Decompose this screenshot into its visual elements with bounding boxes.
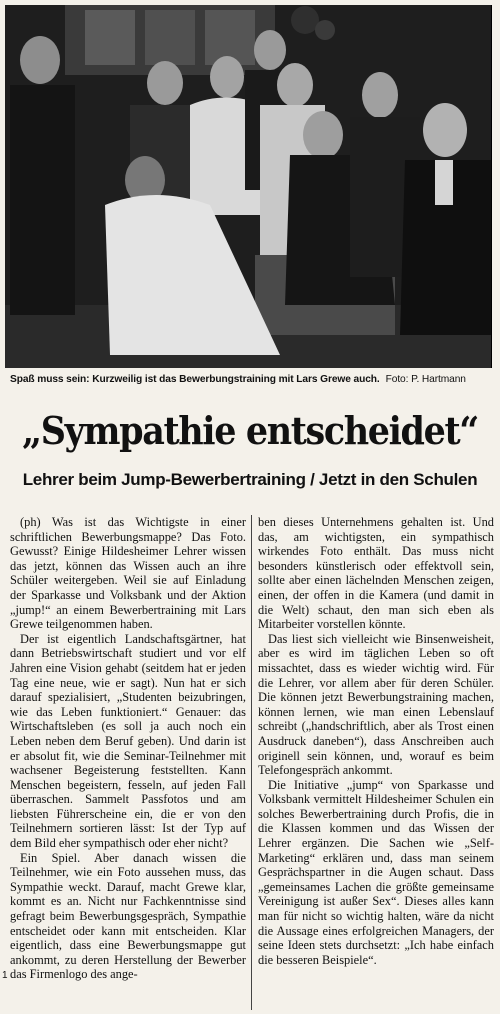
- paragraph: (ph) Was ist das Wichtigste in einer schriftlichen Bewerbungsmappe? Das Foto. Gewusst? Einige Hildesheimer Lehrer wissen das jetzt, können das Wissen auch an ihre Schüler weitergeben. Weil sie auf Einladung der Sparkasse und Volksbank und der Aktion „jump!“ an einem Bewerbertraining mit Lars Grewe teilgenommen haben.: [10, 515, 246, 632]
- photo-image: [5, 5, 491, 368]
- paragraph: ben dieses Unternehmens gehalten ist. Und das, am wichtigsten, ein sympathisch wirkendes Foto enthält. Das muss nicht besonders künstlerisch oder effektvoll sein, sollte aber einen lächelnden Menschen zeigen, einen, der offen in die Kamera (und damit in die Welt) schaut, den man sich eben als Mitarbeiter vorstellen könnte.: [258, 515, 494, 632]
- article-subheadline: Lehrer beim Jump-Bewerbertraining / Jetzt in den Schulen: [22, 470, 478, 489]
- photo-caption: [10, 374, 490, 385]
- article-headline: „Sympathie entscheidet“: [22, 408, 478, 453]
- article-column-left: [10, 515, 246, 982]
- column-divider: [251, 515, 252, 1010]
- article-photo: [5, 5, 492, 368]
- photo-credit: Foto: P. Hartmann: [385, 374, 466, 385]
- paragraph: Ein Spiel. Aber danach wissen die Teilnehmer, wie ein Foto aussehen muss, das Sympathie weckt. Darauf, macht Grewe klar, kommt es an. Nicht nur Fachkenntnisse sind gefragt beim Bewerbungsgespräch, Sympathie entscheidet oder kann mit entscheiden. Klar eigentlich, dass eine Bewerbungsmappe gut ankommt, zu deren Herstellung der Bewerber das Firmenlogo des ange-: [10, 850, 246, 982]
- paragraph: Der ist eigentlich Landschaftsgärtner, hat dann Betriebswirtschaft studiert und vor elf Jahren eine Vision gehabt (seitdem hat er jeden Tag eine neue, wie er sagt). Nun hat er sich darauf spezialisiert, „Studenten beizubringen, wie das Leben funktioniert.“ Genauer: das Wirtschaftsleben (es soll ja auch noch ein Leben neben dem Beruf geben). Und darin ist er absolut fit, wie die Seminar-Teilnehmer mit wachsener Begeisterung feststellten. Kann Menschen begeistern, fesseln, auf jeden Fall überraschen. Sammelt Passfotos und am liebsten Führerscheine ein, die er von den Teilnehmern sortieren lässt: Ist der Typ auf dem Bild eher sympathisch oder eher nicht?: [10, 631, 246, 851]
- caption-text: Spaß muss sein: Kurzweilig ist das Bewerbungstraining mit Lars Grewe auch.: [10, 374, 380, 385]
- article-column-right: [258, 515, 494, 967]
- margin-mark: 1: [2, 970, 8, 981]
- paragraph: Das liest sich vielleicht wie Binsenweisheit, aber es wird im täglichen Leben so oft missachtet, dass es wieder wichtig wird. Für die Lehrer, vor allem aber für deren Schüler. Die können jetzt Bewerbungstraining machen, können lernen, wie man einen Lebenslauf schreibt („handschriftlich, aber als Trost einen Ausdruck daneben“), dass Anschreiben auch originell sein können, und, worauf es beim Telefongespräch ankommt.: [258, 631, 494, 778]
- paragraph: Die Initiative „jump“ von Sparkasse und Volksbank vermittelt Hildesheimer Schulen ein solches Bewerbertraining durch Profis, die in die Klassen kommen und das Wissen der Lehrer ergänzen. Die Sachen wie „Self-Marketing“ erklären und, dass man seinem Gesprächspartner in die Augen schaut. Dass „gemeinsames Lachen die größte gemeinsame Vereinigung ist außer Sex“. Dieses alles kann man für nicht so wichtig halten, wäre da nicht die Aussage eines erfolgreichen Managers, der seine Ideen stets durchsetzt: „Ich habe einfach die besseren Beispiele“.: [258, 777, 494, 967]
